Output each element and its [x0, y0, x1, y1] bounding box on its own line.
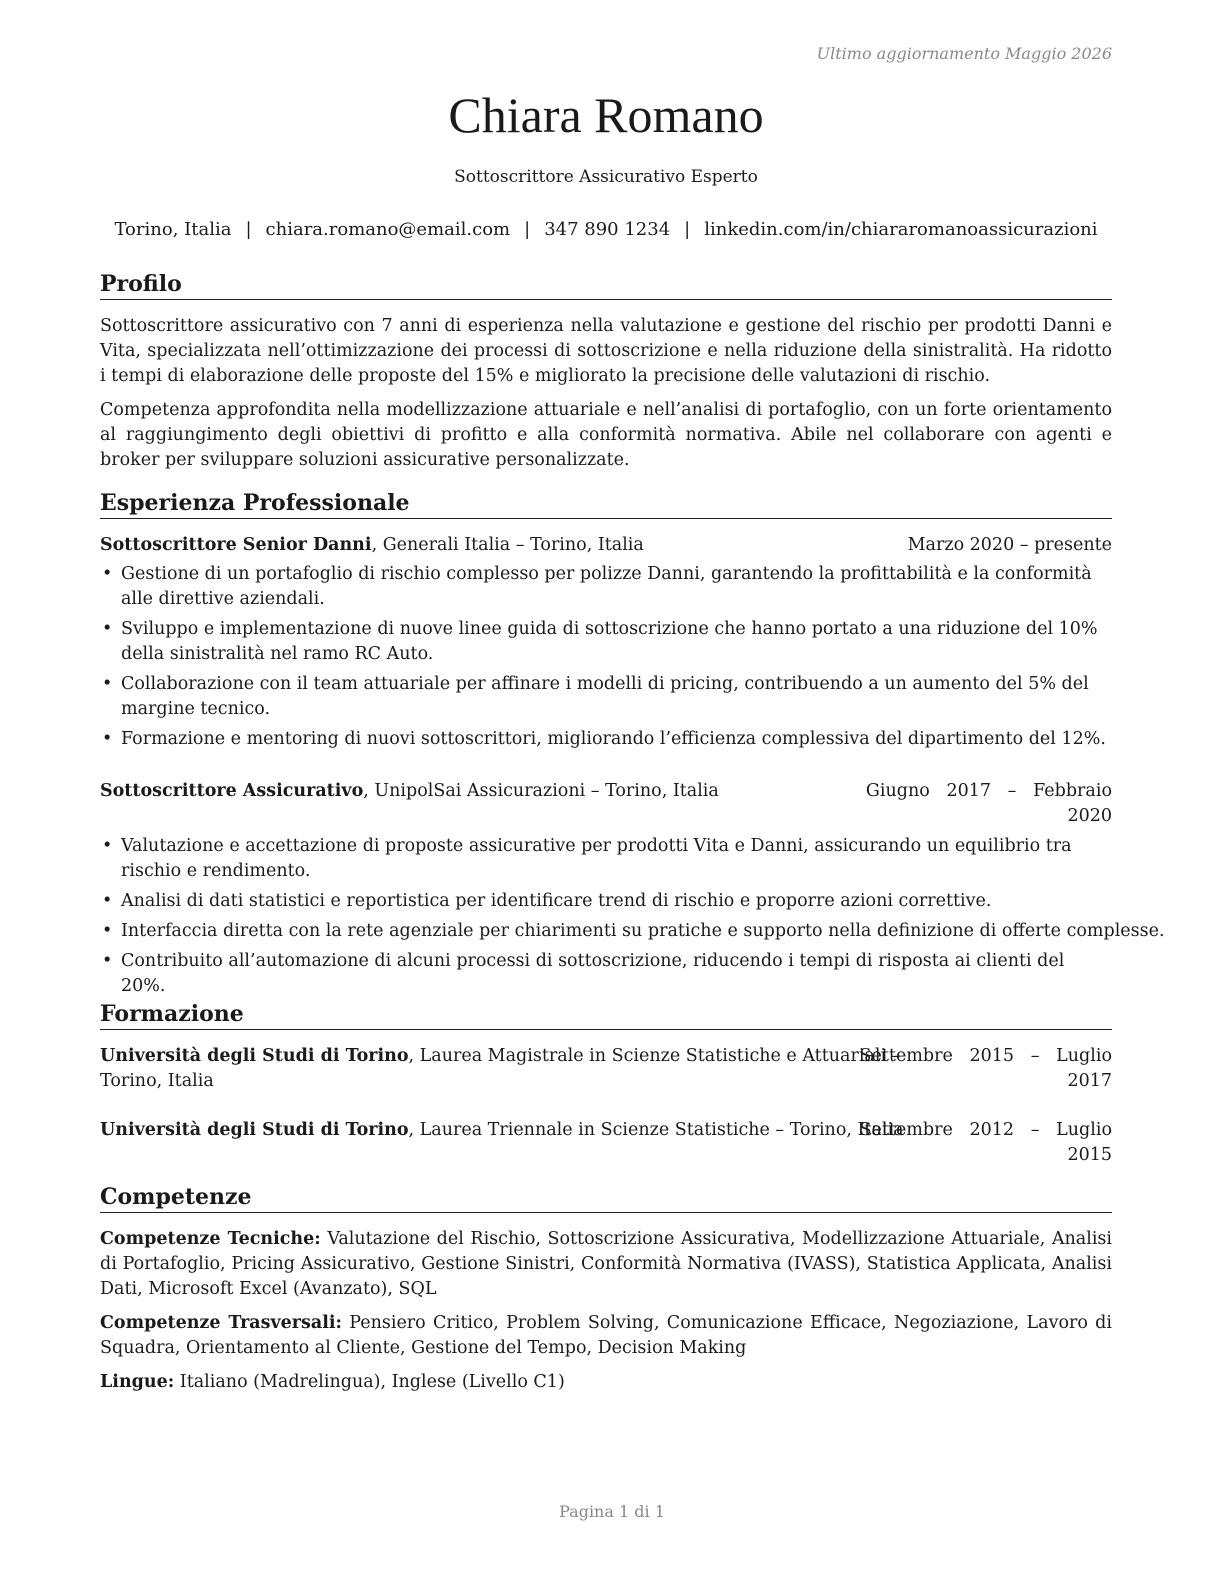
candidate-name: Chiara Romano: [448, 87, 764, 143]
profile-paragraph: Sottoscrittore assicurativo con 7 anni di esperienza nella valutazione e gestione del rischio per prodotti Danni e Vita, specializzata nell’ottimizzazione dei processi di sottoscrizione e nella riduzione della sinistralità. Ha ridotto i tempi di elaborazione delle proposte del 15% e migliorato la precisione delle valutazioni di rischio.: [100, 316, 1112, 386]
job-bullets: [100, 834, 1165, 1004]
skills-soft-label: Competenze Trasversali:: [100, 1313, 342, 1333]
section-heading-profile: Profilo: [100, 271, 1112, 300]
skills-soft-text: Pensiero Critico, Problem Solving, Comunicazione Efficace, Negoziazione, Lavoro di Squadra, Orientamento al Cliente, Gestione del Tempo, Decision Making: [100, 1313, 1112, 1358]
section-heading-education: Formazione: [100, 1001, 1112, 1030]
skills-languages-label: Lingue:: [100, 1372, 175, 1392]
job-header: [100, 779, 1112, 829]
list-item: • Collaborazione con il team attuariale per affinare i modelli di pricing, contribuendo a un aumento del 5% del margine tecnico.: [100, 672, 1112, 722]
job-company: , UnipolSai Assicurazioni – Torino, Italia: [363, 781, 719, 801]
education-dates: Settembre 2015 – Luglio 2017: [859, 1046, 1112, 1091]
skills-technical-label: Competenze Tecniche:: [100, 1229, 321, 1249]
job-bullets: [100, 562, 1112, 757]
candidate-title: Sottoscrittore Assicurativo Esperto: [454, 167, 758, 187]
contact-separator: |: [245, 219, 252, 240]
list-item: • Sviluppo e implementazione di nuove linee guida di sottoscrizione che hanno portato a una riduzione del 10% della sinistralità nel ramo RC Auto.: [100, 617, 1112, 667]
job-role: Sottoscrittore Assicurativo: [100, 781, 364, 801]
section-heading-experience: Esperienza Professionale: [100, 490, 1112, 519]
section-heading-skills: Competenze: [100, 1184, 1112, 1213]
education-school: Università degli Studi di Torino: [100, 1120, 409, 1140]
skills-technical: [100, 1227, 1112, 1302]
contact-separator: |: [524, 219, 531, 240]
education-degree: , Laurea Triennale in Scienze Statistiche – Torino, Italia: [408, 1120, 904, 1140]
education-degree: , Laurea Magistrale in Scienze Statistiche e Attuariali –: [408, 1046, 901, 1066]
list-item: • Valutazione e accettazione di proposte assicurative per prodotti Vita e Danni, assicurando un equilibrio tra rischio e rendimento.: [100, 834, 1112, 884]
education-item: [100, 1044, 1112, 1094]
contact-city: Torino, Italia: [114, 219, 232, 240]
skills-technical-text: Valutazione del Rischio, Sottoscrizione Assicurativa, Modellizzazione Attuariale, Analisi di Portafoglio, Pricing Assicurativo, Gestione Sinistri, Conformità Normativa (IVASS), Statistica Applicata, Analisi Dati, Microsoft Excel (Avanzato), SQL: [100, 1229, 1112, 1299]
job-dates: Giugno 2017 – Febbraio 2020: [865, 781, 1112, 826]
job-dates: Marzo 2020 – presente: [907, 535, 1112, 555]
skills-soft: [100, 1311, 1112, 1361]
list-item: • Analisi di dati statistici e reportistica per identificare trend di rischio e proporre azioni correttive.: [100, 889, 1112, 914]
list-item: • Contribuito all’automazione di alcuni processi di sottoscrizione, riducendo i tempi di risposta ai clienti del 20%.: [100, 949, 1112, 999]
list-item: • Interfaccia diretta con la rete agenziale per chiarimenti su pratiche e supporto nella definizione di offerte complesse.: [100, 919, 1112, 944]
education-location: Torino, Italia: [100, 1071, 214, 1091]
skills-languages: [100, 1370, 1112, 1395]
education-item: [100, 1118, 1112, 1168]
job-role: Sottoscrittore Senior Danni: [100, 535, 372, 555]
profile-paragraph: Competenza approfondita nella modellizzazione attuariale e nell’analisi di portafoglio, con un forte orientamento al raggiungimento degli obiettivi di profitto e alla conformità normativa. Abile nel collaborare con agenti e broker per sviluppare soluzioni assicurative personalizzate.: [100, 400, 1112, 470]
job-company: , Generali Italia – Torino, Italia: [371, 535, 644, 555]
education-school: Università degli Studi di Torino: [100, 1046, 409, 1066]
skills-languages-text: Italiano (Madrelingua), Inglese (Livello C1): [174, 1372, 565, 1392]
page-number: Pagina 1 di 1: [559, 1502, 665, 1521]
last-updated: Ultimo aggiornamento Maggio 2026: [816, 44, 1112, 63]
contact-email[interactable]: chiara.romano@email.com: [265, 219, 511, 240]
contact-phone: 347 890 1234: [544, 219, 671, 240]
education-dates: Settembre 2012 – Luglio 2015: [859, 1120, 1112, 1165]
contact-linkedin[interactable]: linkedin.com/in/chiararomanoassicurazioni: [704, 219, 1098, 240]
list-item: • Gestione di un portafoglio di rischio complesso per polizze Danni, garantendo la profittabilità e la conformità alle direttive aziendali.: [100, 562, 1112, 612]
list-item: • Formazione e mentoring di nuovi sottoscrittori, migliorando l’efficienza complessiva del dipartimento del 12%.: [100, 727, 1112, 752]
contact-separator: |: [684, 219, 691, 240]
contact-line: [100, 219, 1112, 240]
